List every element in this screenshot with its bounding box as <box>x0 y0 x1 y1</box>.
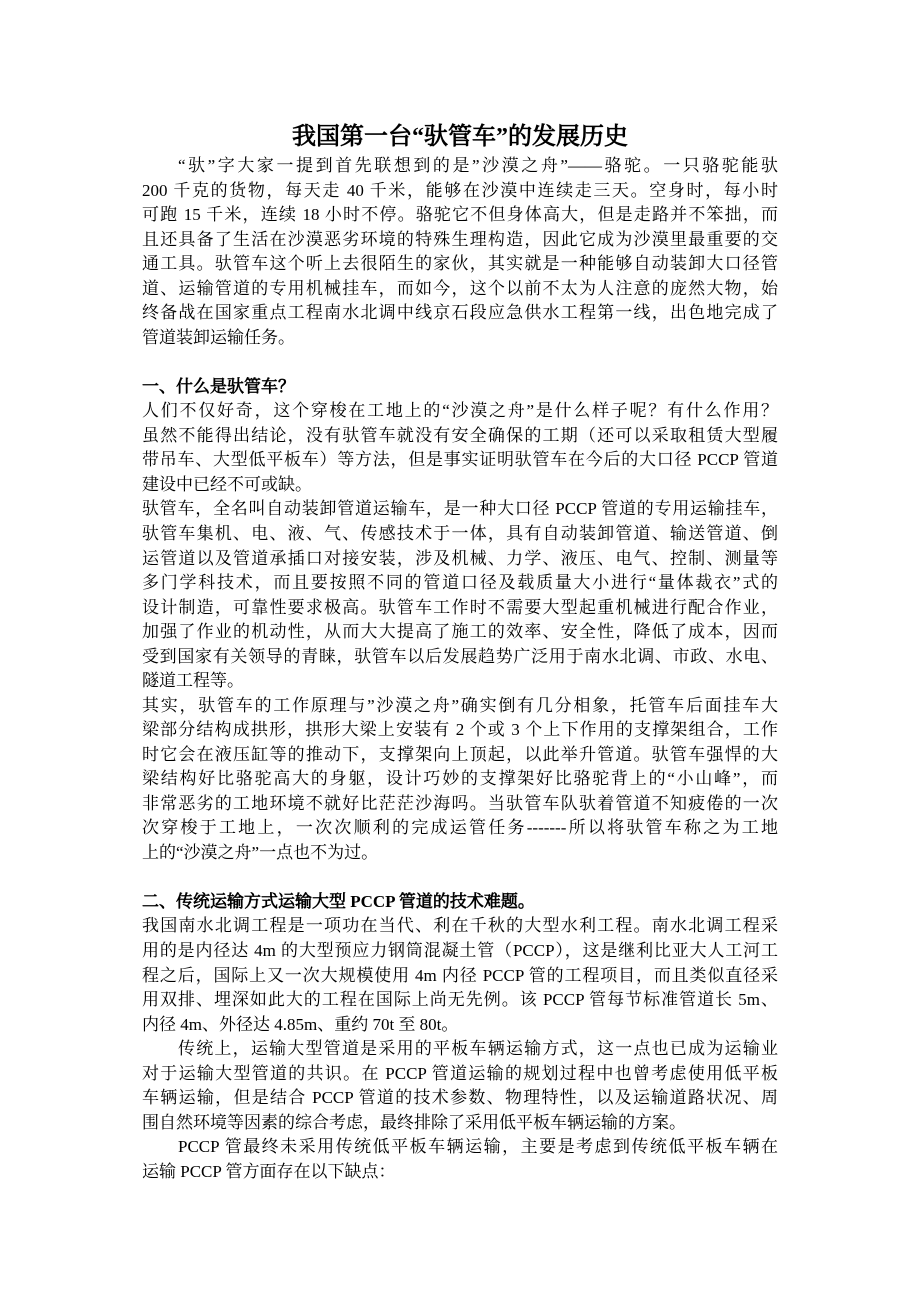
paragraph-line: 用双排、埋深如此大的工程在国际上尚无先例。该 PCCP 管每节标准管道长 5m、 <box>142 990 778 1010</box>
paragraph-line: 运管道以及管道承插口对接安装，涉及机械、力学、液压、电气、控制、测量等 <box>142 548 778 568</box>
paragraph-line: 带吊车、大型低平板车）等方法，但是事实证明驮管车在今后的大口径 PCCP 管道 <box>142 450 778 470</box>
paragraph <box>142 694 778 866</box>
paragraph <box>142 497 778 693</box>
paragraph-line: 驮管车集机、电、液、气、传感技术于一体，具有自动装卸管道、输送管道、倒 <box>142 523 778 543</box>
paragraph <box>142 914 778 1037</box>
blank-line <box>142 865 778 890</box>
paragraph-line: 道、运输管道的专用机械挂车，而如今，这个以前不太为人注意的庞然大物，始 <box>142 278 778 298</box>
paragraph-line: 内径 4m、外径达 4.85m、重约 70t 至 80t。 <box>142 1014 459 1034</box>
paragraph-line: 建设中已经不可或缺。 <box>142 474 312 494</box>
paragraph-line: 通工具。驮管车这个听上去很陌生的家伙，其实就是一种能够自动装卸大口径管 <box>142 254 778 274</box>
paragraph-line: 程之后，国际上又一次大规模使用 4m 内径 PCCP 管的工程项目，而且类似直径采 <box>142 965 778 985</box>
paragraph-line: 运输 PCCP 管方面存在以下缺点： <box>142 1161 396 1181</box>
paragraph <box>142 1037 778 1135</box>
paragraph <box>142 1135 778 1184</box>
paragraph-line: PCCP 管最终未采用传统低平板车辆运输，主要是考虑到传统低平板车辆在 <box>178 1137 778 1157</box>
intro-paragraph <box>142 154 778 350</box>
paragraph-line: “驮”字大家一提到首先联想到的是”沙漠之舟”——骆驼。一只骆驼能驮 <box>178 156 778 175</box>
paragraph-line: 多门学科技术，而且要按照不同的管道口径及载质量大小进行“量体裁衣”式的 <box>142 573 778 593</box>
paragraph-line: 虽然不能得出结论，没有驮管车就没有安全确保的工期（还可以采取租赁大型履 <box>142 425 778 445</box>
paragraph-line: 加强了作业的机动性，从而大大提高了施工的效率、安全性，降低了成本，因而 <box>142 622 778 642</box>
paragraph-line: 驮管车，全名叫自动装卸管道运输车，是一种大口径 PCCP 管道的专用运输挂车， <box>142 499 778 519</box>
paragraph <box>142 399 778 497</box>
paragraph-line: 我国南水北调工程是一项功在当代、利在千秋的大型水利工程。南水北调工程采 <box>142 916 778 936</box>
paragraph-line: 梁结构好比骆驼高大的身躯，设计巧妙的支撑架好比骆驼背上的“小山峰”，而 <box>142 769 778 789</box>
paragraph-line: 梁部分结构成拱形，拱形大梁上安装有 2 个或 3 个上下作用的支撑架组合，工作 <box>142 720 778 740</box>
paragraph-line: 其实，驮管车的工作原理与”沙漠之舟”确实倒有几分相象，托管车后面挂车大 <box>142 695 778 715</box>
paragraph-line: 人们不仅好奇，这个穿梭在工地上的“沙漠之舟”是什么样子呢？有什么作用？ <box>142 401 778 421</box>
paragraph-line: 受到国家有关领导的青睐，驮管车以后发展趋势广泛用于南水北调、市政、水电、 <box>142 646 778 666</box>
section-heading: 一、什么是驮管车？ <box>142 376 295 396</box>
document-body <box>142 154 778 1184</box>
paragraph-line: 用的是内径达 4m 的大型预应力钢筒混凝土管（PCCP），这是继利比亚大人工河工 <box>142 941 778 960</box>
paragraph-line: 设计制造，可靠性要求极高。驮管车工作时不需要大型起重机械进行配合作业， <box>142 597 778 617</box>
paragraph-line: 时它会在液压缸等的推动下，支撑架向上顶起，以此举升管道。驮管车强悍的大 <box>142 744 778 764</box>
paragraph-line: 非常恶劣的工地环境不就好比茫茫沙海吗。当驮管车队驮着管道不知疲倦的一次 <box>142 793 778 813</box>
paragraph-line: 车辆运输，但是结合 PCCP 管道的技术参数、物理特性，以及运输道路状况、周 <box>142 1088 778 1108</box>
paragraph-line: 且还具备了生活在沙漠恶劣环境的特殊生理构造，因此它成为沙漠里最重要的交 <box>142 229 778 249</box>
paragraph-line: 上的“沙漠之舟”一点也不为过。 <box>142 842 379 862</box>
paragraph-line: 次穿梭于工地上，一次次顺利的完成运管任务-------所以将驮管车称之为工地 <box>142 818 778 838</box>
paragraph-line: 终备战在国家重点工程南水北调中线京石段应急供水工程第一线，出色地完成了 <box>142 303 778 323</box>
blank-line <box>142 350 778 375</box>
paragraph-line: 隧道工程等。 <box>142 671 244 691</box>
section-heading: 二、传统运输方式运输大型 PCCP 管道的技术难题。 <box>142 891 535 911</box>
paragraph-line: 200 千克的货物，每天走 40 千米，能够在沙漠中连续走三天。空身时，每小时 <box>142 180 778 200</box>
document-title: 我国第一台“驮管车”的发展历史 <box>292 124 628 150</box>
paragraph-line: 对于运输大型管道的共识。在 PCCP 管道运输的规划过程中也曾考虑使用低平板 <box>142 1063 778 1083</box>
paragraph-line: 传统上，运输大型管道是采用的平板车辆运输方式，这一点也已成为运输业 <box>178 1039 778 1059</box>
paragraph-line: 围自然环境等因素的综合考虑，最终排除了采用低平板车辆运输的方案。 <box>142 1112 686 1132</box>
paragraph-line: 管道装卸运输任务。 <box>142 327 295 347</box>
paragraph-line: 可跑 15 千米，连续 18 小时不停。骆驼它不但身体高大，但是走路并不笨拙，而 <box>142 205 778 225</box>
